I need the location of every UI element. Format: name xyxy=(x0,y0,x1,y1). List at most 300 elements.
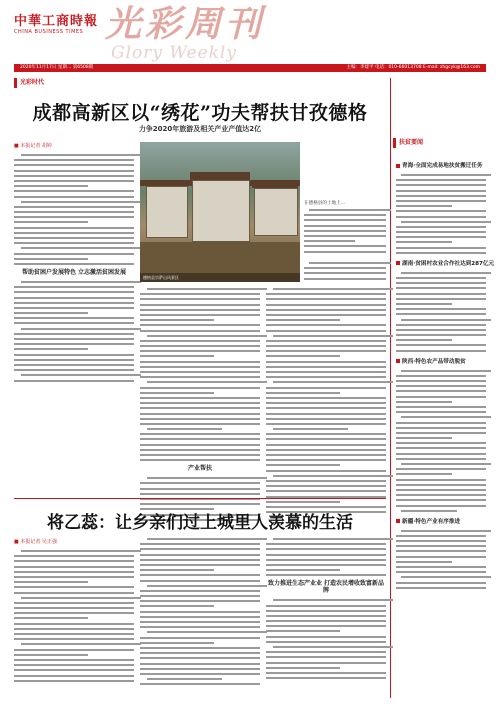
text-line xyxy=(140,554,260,556)
text-line xyxy=(396,334,486,336)
text-line xyxy=(396,385,486,387)
text-line xyxy=(14,576,134,578)
text-line xyxy=(396,282,486,284)
text-line xyxy=(266,298,386,300)
text-line xyxy=(396,489,486,491)
text-line xyxy=(147,288,267,290)
text-line xyxy=(396,406,486,408)
text-line xyxy=(396,494,486,496)
text-line xyxy=(14,185,88,187)
text-line xyxy=(266,397,386,399)
text-line xyxy=(266,350,386,352)
text-line xyxy=(266,554,386,556)
text-line xyxy=(396,422,486,424)
text-line xyxy=(21,201,141,203)
text-line xyxy=(140,392,214,394)
text-line xyxy=(147,477,267,479)
text-line xyxy=(396,545,486,547)
text-line xyxy=(304,235,386,237)
text-line xyxy=(396,535,486,537)
text-line xyxy=(266,605,386,607)
text-line xyxy=(147,538,267,540)
text-line xyxy=(273,428,347,430)
lead-byline: ■ 本报记者 胡婷 xyxy=(14,143,52,149)
text-line xyxy=(140,673,260,675)
text-line xyxy=(401,463,491,465)
text-line xyxy=(14,221,88,223)
text-line xyxy=(401,530,491,532)
text-line xyxy=(140,330,260,332)
text-line xyxy=(140,621,260,623)
right-item-text xyxy=(396,370,486,512)
text-line xyxy=(401,174,491,176)
text-line xyxy=(396,344,486,346)
text-line xyxy=(147,335,267,337)
text-line xyxy=(140,304,260,306)
text-line xyxy=(304,245,386,247)
text-line xyxy=(266,454,386,456)
editor-contact: 主编：李建平 电话：010-66013708 E-mail: zhgcyk@163.com xyxy=(346,65,480,70)
text-line xyxy=(266,548,386,550)
text-line xyxy=(266,345,386,347)
text-line xyxy=(140,548,260,550)
lead-column-3 xyxy=(266,288,386,516)
text-line xyxy=(14,581,88,583)
text-line xyxy=(140,298,260,300)
text-line xyxy=(396,380,486,382)
text-line xyxy=(140,413,260,415)
photo-caption: 德格县宗萨山风景区 xyxy=(140,273,300,282)
text-line xyxy=(140,543,260,545)
text-line xyxy=(266,340,386,342)
photo-side-caption xyxy=(304,200,386,256)
text-line xyxy=(396,453,486,455)
text-line xyxy=(14,555,134,557)
text-line xyxy=(266,490,386,492)
text-line xyxy=(396,571,486,573)
masthead-subtitle: Glory Weekly xyxy=(111,43,237,63)
text-line xyxy=(266,464,340,466)
text-line xyxy=(396,210,486,212)
text-line xyxy=(14,571,134,573)
text-line xyxy=(396,411,486,413)
text-line xyxy=(14,607,134,609)
text-line xyxy=(21,643,141,645)
lead-text xyxy=(140,288,260,461)
text-line xyxy=(401,272,491,274)
text-line xyxy=(266,459,386,461)
text-line xyxy=(396,484,486,486)
text-line xyxy=(21,281,141,283)
side-caption-lines xyxy=(304,209,386,253)
text-line xyxy=(266,610,386,612)
issue-info-bar xyxy=(14,64,486,72)
lead-text xyxy=(304,262,386,280)
text-line xyxy=(14,317,134,319)
text-line xyxy=(147,631,267,633)
text-line xyxy=(266,438,386,440)
text-line xyxy=(396,313,486,315)
text-line xyxy=(309,209,391,211)
text-line xyxy=(396,190,486,192)
text-line xyxy=(140,309,260,311)
text-line xyxy=(304,225,386,227)
text-line xyxy=(266,667,340,669)
text-line xyxy=(140,559,260,561)
text-line xyxy=(396,226,486,228)
text-line xyxy=(396,396,486,398)
text-line xyxy=(140,683,260,685)
text-line xyxy=(273,288,393,290)
text-line xyxy=(21,374,141,376)
text-line xyxy=(14,263,134,265)
text-line xyxy=(396,236,486,238)
text-line xyxy=(266,656,386,658)
text-line xyxy=(266,366,386,368)
text-line xyxy=(396,437,452,439)
text-line xyxy=(396,582,486,584)
text-line xyxy=(266,630,340,632)
text-line xyxy=(266,407,386,409)
text-line xyxy=(396,566,486,568)
text-line xyxy=(273,646,393,648)
text-line xyxy=(140,376,260,378)
text-line xyxy=(273,599,393,601)
text-line xyxy=(304,272,386,274)
text-line xyxy=(140,407,260,409)
text-line xyxy=(140,482,260,484)
text-line xyxy=(396,200,486,202)
text-line xyxy=(14,164,134,166)
lead-text xyxy=(14,281,134,382)
text-line xyxy=(396,324,486,326)
text-line xyxy=(273,335,393,337)
lead-subhead-1: 帮助贫困户发展特色 立志激活贫困发展 xyxy=(21,268,127,276)
text-line xyxy=(140,569,214,571)
text-line xyxy=(14,307,134,309)
text-line xyxy=(396,550,486,552)
text-line xyxy=(396,561,452,563)
lead-text xyxy=(266,288,386,513)
text-line xyxy=(401,370,491,372)
text-line xyxy=(266,376,386,378)
text-line xyxy=(266,641,386,643)
right-item-headline: 湖南·贫困村农业合作社达到287亿元 xyxy=(396,260,486,268)
text-line xyxy=(140,488,260,490)
text-line xyxy=(396,205,452,207)
text-line xyxy=(14,159,134,161)
story-divider xyxy=(14,498,386,499)
text-line xyxy=(266,371,386,373)
text-line xyxy=(21,247,141,249)
masthead-title: 光彩周刊 xyxy=(105,3,266,45)
text-line xyxy=(396,303,452,305)
text-line xyxy=(396,442,486,444)
text-line xyxy=(266,324,386,326)
text-line xyxy=(140,590,260,592)
text-line xyxy=(14,669,134,671)
text-line xyxy=(14,664,134,666)
text-line xyxy=(304,251,386,253)
text-line xyxy=(14,654,88,656)
text-line xyxy=(266,433,386,435)
text-line xyxy=(266,418,386,420)
text-line xyxy=(396,216,486,218)
text-line xyxy=(21,597,141,599)
text-line xyxy=(266,480,386,482)
text-line xyxy=(14,602,134,604)
text-line xyxy=(266,564,386,566)
issue-date: 2020年11月17日 星期二 第6508期 xyxy=(20,65,94,70)
text-line xyxy=(140,605,214,607)
text-line xyxy=(273,475,393,477)
text-line xyxy=(14,180,134,182)
text-line xyxy=(21,154,141,156)
text-line xyxy=(396,540,486,542)
text-line xyxy=(396,179,486,181)
text-line xyxy=(140,366,260,368)
text-line xyxy=(396,293,486,295)
second-subhead: 致力推进生态产业业 打造农民增收致富新品牌 xyxy=(267,580,385,595)
text-line xyxy=(396,499,486,501)
second-text xyxy=(266,599,386,679)
text-line xyxy=(401,510,457,512)
second-byline: ■ 本报记者 吴正强 xyxy=(14,539,57,545)
text-line xyxy=(14,227,134,229)
text-line xyxy=(304,240,355,242)
text-line xyxy=(14,312,88,314)
text-line xyxy=(396,479,486,481)
text-line xyxy=(14,291,134,293)
text-line xyxy=(266,636,386,638)
text-line xyxy=(14,638,134,640)
text-line xyxy=(396,375,486,377)
text-line xyxy=(14,322,134,324)
text-line xyxy=(266,672,386,674)
text-line xyxy=(14,302,134,304)
text-line xyxy=(140,668,260,670)
text-line xyxy=(14,659,134,661)
text-line xyxy=(14,242,134,244)
text-line xyxy=(147,678,221,680)
text-line xyxy=(266,620,386,622)
text-line xyxy=(14,560,134,562)
lead-subhead-2: 产业帮扶 xyxy=(187,465,212,473)
masthead xyxy=(105,4,265,64)
text-line xyxy=(396,287,486,289)
text-line xyxy=(14,237,134,239)
section-label-left: 光彩时代 xyxy=(14,78,44,88)
text-line xyxy=(140,493,260,495)
text-line xyxy=(266,423,386,425)
text-line xyxy=(140,345,260,347)
text-line xyxy=(140,574,260,576)
text-line xyxy=(304,230,386,232)
text-line xyxy=(396,329,486,331)
text-line xyxy=(140,564,260,566)
text-line xyxy=(14,348,88,350)
section-label-right: 扶贫要闻 xyxy=(393,138,423,148)
text-line xyxy=(396,252,486,254)
text-line xyxy=(14,380,134,382)
lead-headline: 成都高新区以“绣花”功夫帮扶甘孜德格 xyxy=(32,102,368,124)
text-line xyxy=(273,381,393,383)
text-line xyxy=(266,314,386,316)
text-line xyxy=(396,308,486,310)
text-line xyxy=(14,343,134,345)
text-line xyxy=(266,293,386,295)
text-line xyxy=(266,330,386,332)
text-line xyxy=(266,569,340,571)
text-line xyxy=(266,304,386,306)
text-line xyxy=(14,617,88,619)
text-line xyxy=(140,600,260,602)
text-line xyxy=(396,432,486,434)
text-line xyxy=(140,433,260,435)
text-line xyxy=(140,324,260,326)
newspaper-logo xyxy=(14,10,100,35)
text-line xyxy=(396,427,486,429)
text-line xyxy=(14,359,134,361)
text-line xyxy=(266,559,386,561)
side-caption-text: 在德格县的土地上... xyxy=(304,201,346,206)
second-column-1 xyxy=(14,538,134,685)
text-line xyxy=(140,444,260,446)
text-line xyxy=(14,216,134,218)
text-line xyxy=(140,438,260,440)
text-line xyxy=(14,633,134,635)
text-line xyxy=(147,585,267,587)
text-line xyxy=(396,458,486,460)
text-line xyxy=(14,369,134,371)
text-line xyxy=(140,418,260,420)
text-line xyxy=(140,611,260,613)
text-line xyxy=(266,413,386,415)
text-line xyxy=(266,485,386,487)
second-headline: 将乙蕊：让乡亲们过上城里人羡慕的生活 xyxy=(47,513,353,533)
text-line xyxy=(266,625,386,627)
lead-column-2 xyxy=(140,288,260,524)
text-line xyxy=(266,355,340,357)
text-line xyxy=(147,381,267,383)
text-line xyxy=(14,586,134,588)
text-line xyxy=(309,262,391,264)
text-line xyxy=(14,286,134,288)
text-line xyxy=(266,444,386,446)
text-line xyxy=(140,652,260,654)
text-line xyxy=(140,663,260,665)
text-line xyxy=(396,241,452,243)
right-item-text xyxy=(396,530,486,589)
text-line xyxy=(14,258,88,260)
text-line xyxy=(140,423,260,425)
text-line xyxy=(396,587,486,589)
text-line xyxy=(14,338,134,340)
text-line xyxy=(396,401,452,403)
logo-name: 中華工商時報 xyxy=(14,14,99,29)
text-line xyxy=(14,190,134,192)
text-line xyxy=(396,231,486,233)
text-line xyxy=(266,449,386,451)
text-line xyxy=(14,566,134,568)
text-line xyxy=(396,390,486,392)
text-line xyxy=(14,206,134,208)
text-line xyxy=(140,459,260,461)
text-line xyxy=(140,647,260,649)
right-item-text xyxy=(396,272,486,352)
text-line xyxy=(140,454,260,456)
text-line xyxy=(14,623,134,625)
text-line xyxy=(266,361,386,363)
second-text xyxy=(266,538,386,576)
text-line xyxy=(140,387,260,389)
text-line xyxy=(140,355,214,357)
text-line xyxy=(140,637,260,639)
second-column-3 xyxy=(266,538,386,682)
text-line xyxy=(14,211,134,213)
text-line xyxy=(396,505,486,507)
text-line xyxy=(401,416,491,418)
text-line xyxy=(14,232,134,234)
text-line xyxy=(140,503,260,505)
text-line xyxy=(147,428,221,430)
right-item-text xyxy=(396,174,486,254)
text-line xyxy=(266,651,386,653)
text-line xyxy=(140,314,260,316)
text-line xyxy=(304,219,386,221)
text-line xyxy=(266,615,386,617)
text-line xyxy=(140,595,260,597)
text-line xyxy=(14,592,134,594)
text-line xyxy=(401,221,491,223)
text-line xyxy=(396,339,452,341)
text-line xyxy=(266,387,386,389)
text-line xyxy=(140,402,260,404)
text-line xyxy=(266,543,386,545)
column-divider xyxy=(390,78,391,698)
text-line xyxy=(396,277,486,279)
text-line xyxy=(401,319,491,321)
text-line xyxy=(266,402,386,404)
text-line xyxy=(266,574,386,576)
right-item-headline: 陕西·特色农产品带动脱贫 xyxy=(396,358,486,366)
text-line xyxy=(14,170,134,172)
lead-column-3-top xyxy=(304,262,386,283)
right-item-headline: 青海·全面完成易地扶贫搬迁任务 xyxy=(396,162,486,170)
lead-subheadline: 力争2020年旅游及相关产业产值达2亿 xyxy=(138,125,262,133)
text-line xyxy=(14,680,134,682)
text-line xyxy=(140,657,260,659)
second-text xyxy=(140,538,260,685)
text-line xyxy=(266,309,386,311)
text-line xyxy=(14,649,134,651)
second-column-2 xyxy=(140,538,260,688)
lead-photo xyxy=(140,142,300,282)
text-line xyxy=(140,626,260,628)
text-line xyxy=(396,473,452,475)
text-line xyxy=(396,556,486,558)
text-line xyxy=(140,293,260,295)
text-line xyxy=(266,677,386,679)
text-line xyxy=(140,397,260,399)
text-line xyxy=(396,350,486,352)
text-line xyxy=(140,350,260,352)
text-line xyxy=(140,642,214,644)
logo-subtitle: CHINA BUSINESS TIMES xyxy=(14,29,84,35)
text-line xyxy=(14,612,134,614)
text-line xyxy=(266,662,386,664)
text-line xyxy=(396,247,486,249)
